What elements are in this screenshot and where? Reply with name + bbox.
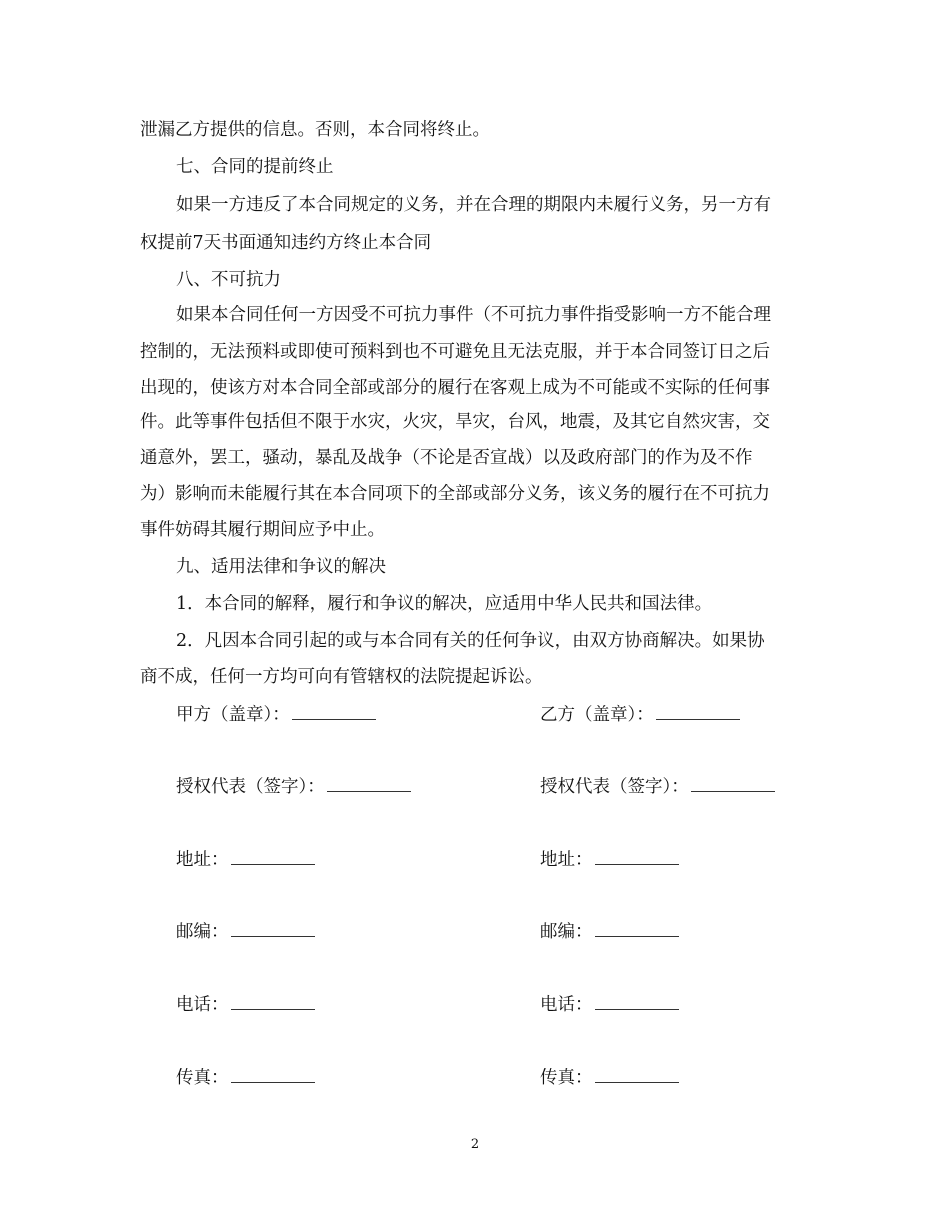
paragraph-line: 商不成，任何一方均可向有管辖权的法院提起诉讼。 — [140, 667, 543, 687]
signature-blank[interactable] — [595, 848, 679, 865]
field-label: 传真： — [540, 1068, 593, 1088]
section-heading-7: 七、合同的提前终止 — [176, 157, 334, 177]
signature-blank[interactable] — [595, 1066, 679, 1083]
paragraph-line: 出现的，使该方对本合同全部或部分的履行在客观上成为不可能或不实际的任何事 — [140, 378, 770, 398]
paragraph-line: 2．凡因本合同引起的或与本合同有关的任何争议，由双方协商解决。如果协 — [176, 631, 765, 651]
signature-blank[interactable] — [656, 703, 740, 720]
party-a-phone-field[interactable] — [176, 993, 315, 1017]
signature-blank[interactable] — [292, 703, 376, 720]
paragraph-line: 如果本合同任何一方因受不可抗力事件（不可抗力事件指受影响一方不能合理 — [176, 305, 771, 325]
field-label: 邮编： — [176, 922, 229, 942]
field-label: 地址： — [176, 850, 229, 870]
party-a-representative-field[interactable] — [176, 775, 411, 799]
field-label: 传真： — [176, 1068, 229, 1088]
party-b-address-field[interactable] — [540, 848, 679, 872]
party-a-fax-field[interactable] — [176, 1066, 315, 1090]
party-b-representative-field[interactable] — [540, 775, 775, 799]
field-label: 授权代表（签字）： — [176, 777, 325, 797]
signature-blank[interactable] — [231, 920, 315, 937]
signature-blank[interactable] — [595, 993, 679, 1010]
field-label: 邮编： — [540, 922, 593, 942]
signature-blank[interactable] — [327, 775, 411, 792]
signature-blank[interactable] — [231, 1066, 315, 1083]
paragraph-line: 权提前7天书面通知违约方终止本合同 — [140, 233, 432, 253]
signature-blank[interactable] — [595, 920, 679, 937]
section-heading-9: 九、适用法律和争议的解决 — [176, 557, 386, 577]
field-label: 电话： — [540, 995, 593, 1015]
page-number: 2 — [470, 1137, 480, 1152]
party-a-seal-field[interactable] — [176, 703, 376, 727]
paragraph-line: 件。此等事件包括但不限于水灾，火灾，旱灾，台风，地震，及其它自然灾害，交 — [140, 412, 770, 432]
signature-blank[interactable] — [691, 775, 775, 792]
paragraph-line: 泄漏乙方提供的信息。否则，本合同将终止。 — [140, 120, 490, 140]
signature-blank[interactable] — [231, 993, 315, 1010]
party-b-fax-field[interactable] — [540, 1066, 679, 1090]
signature-blank[interactable] — [231, 848, 315, 865]
party-a-postcode-field[interactable] — [176, 920, 315, 944]
paragraph-line: 为）影响而未能履行其在本合同项下的全部或部分义务，该义务的履行在不可抗力 — [140, 484, 770, 504]
paragraph-line: 控制的，无法预料或即使可预料到也不可避免且无法克服，并于本合同签订日之后 — [140, 342, 770, 362]
paragraph-line: 事件妨碍其履行期间应予中止。 — [140, 520, 385, 540]
party-b-phone-field[interactable] — [540, 993, 679, 1017]
paragraph-line: 如果一方违反了本合同规定的义务，并在合理的期限内未履行义务，另一方有 — [176, 195, 771, 215]
party-b-postcode-field[interactable] — [540, 920, 679, 944]
field-label: 电话： — [176, 995, 229, 1015]
party-b-seal-field[interactable] — [540, 703, 740, 727]
field-label: 地址： — [540, 850, 593, 870]
field-label: 乙方（盖章）： — [540, 705, 654, 725]
paragraph-line: 1．本合同的解释，履行和争议的解决，应适用中华人民共和国法律。 — [176, 594, 713, 614]
section-heading-8: 八、不可抗力 — [176, 270, 281, 290]
paragraph-line: 通意外，罢工，骚动，暴乱及战争（不论是否宣战）以及政府部门的作为及不作 — [140, 448, 753, 468]
party-a-address-field[interactable] — [176, 848, 315, 872]
field-label: 授权代表（签字）： — [540, 777, 689, 797]
field-label: 甲方（盖章）： — [176, 705, 290, 725]
